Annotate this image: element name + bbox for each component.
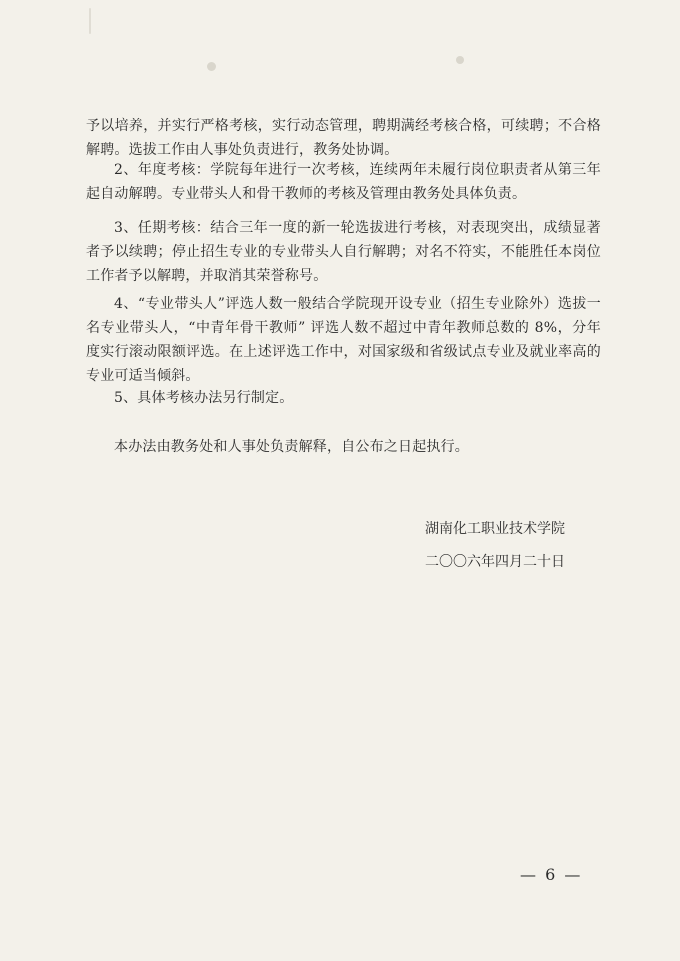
scan-streak (89, 8, 91, 34)
scan-speck (207, 62, 216, 71)
paragraph-annual-assessment: 2、年度考核：学院每年进行一次考核，连续两年未履行岗位职责者从第三年起自动解聘。专业带头人和骨干教师的考核及管理由教务处具体负责。 (86, 162, 601, 202)
paragraph-term-assessment: 3、任期考核：结合三年一度的新一轮选拔进行考核，对表现突出，成绩显著者予以续聘；停止招生专业的专业带头人自行解聘；对名不符实，不能胜任本岗位工作者予以解聘，并取消其荣誉称号。 (86, 220, 601, 284)
paragraph-interpretation: 本办法由教务处和人事处负责解释，自公布之日起执行。 (114, 439, 469, 455)
signature-date: 二〇〇六年四月二十日 (425, 554, 565, 570)
paragraph-continuation: 予以培养，并实行严格考核，实行动态管理，聘期满经考核合格，可续聘；不合格解聘。选拔工作由人事处负责进行，教务处协调。 (86, 118, 601, 158)
paragraph-assessment-method: 5、具体考核办法另行制定。 (114, 390, 294, 406)
paragraph-selection-quota: 4、“专业带头人”评选人数一般结合学院现开设专业（招生专业除外）选拔一名专业带头人，“中青年骨干教师” 评选人数不超过中青年教师总数的 8%，分年度实行滚动限额评选。在上述评选工作中，对国家级和省级试点专业及就业率高的专业可适当倾斜。 (86, 296, 601, 384)
page-number: — 6 — (520, 865, 583, 884)
signature-organization: 湖南化工职业技术学院 (425, 521, 565, 537)
scan-speck (456, 56, 464, 64)
